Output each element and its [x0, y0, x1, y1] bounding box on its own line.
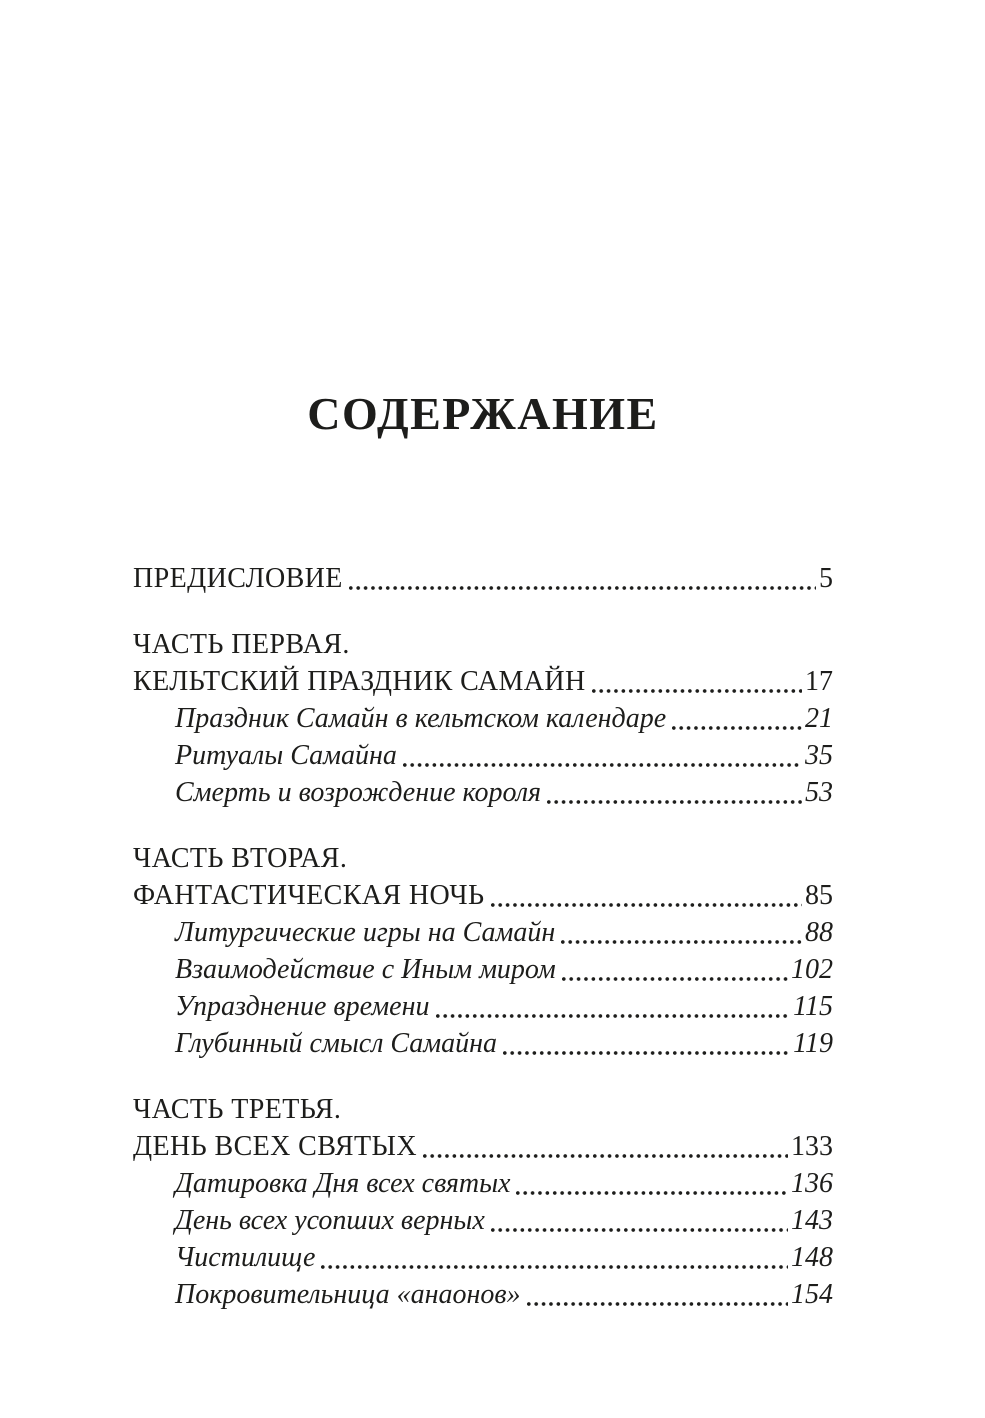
toc-part-title: ФАНТАСТИЧЕСКАЯ НОЧЬ — [133, 879, 485, 911]
page-title: СОДЕРЖАНИЕ — [307, 387, 659, 439]
toc-part-3-label-row — [133, 1091, 833, 1128]
toc-part-3-title-row — [133, 1128, 833, 1165]
toc-entry-page-number: 53 — [805, 776, 833, 808]
toc-subsection-label: Чистилище — [175, 1241, 316, 1273]
toc-entry-page-number: 143 — [791, 1204, 833, 1236]
dot-leader — [321, 1265, 788, 1269]
toc-subsection-label: Взаимодействие с Иным миром — [175, 953, 556, 985]
toc-subsection-label: Глубинный смысл Самайна — [175, 1027, 498, 1059]
dot-leader — [491, 1228, 788, 1232]
toc-subsection — [133, 1025, 833, 1062]
toc-subsection-label: Смерть и возрождение короля — [175, 776, 542, 808]
toc-part-title: ДЕНЬ ВСЕХ СВЯТЫХ — [133, 1130, 417, 1162]
toc-subsection — [133, 1165, 833, 1202]
dot-leader — [423, 1154, 788, 1158]
dot-leader — [491, 903, 802, 907]
dot-leader — [561, 940, 802, 944]
toc-entry-page-number: 5 — [819, 562, 833, 594]
toc-entry-page-number: 35 — [805, 739, 833, 771]
toc-entry-page-number: 154 — [791, 1278, 833, 1310]
dot-leader — [349, 586, 816, 590]
toc-subsection-label: Литургические игры на Самайн — [175, 916, 556, 948]
dot-leader — [436, 1014, 791, 1018]
toc-subsection — [133, 951, 833, 988]
dot-leader — [592, 689, 802, 693]
toc-subsection-label: Покровительница «анаонов» — [175, 1278, 521, 1310]
toc-entry-page-number: 136 — [791, 1167, 833, 1199]
toc-part-label: ЧАСТЬ ПЕРВАЯ. — [133, 628, 350, 660]
toc-part-1 — [133, 626, 833, 811]
dot-leader — [403, 763, 802, 767]
toc-part-2-title-row — [133, 877, 833, 914]
toc-subsection — [133, 774, 833, 811]
toc-entry-page-number: 21 — [805, 702, 833, 734]
toc-subsection — [133, 914, 833, 951]
toc-subsection — [133, 700, 833, 737]
toc-subsection-label: Ритуалы Самайна — [175, 739, 397, 771]
toc-entry-label: ПРЕДИСЛОВИЕ — [133, 562, 343, 594]
toc-subsection-label: Упразднение времени — [175, 990, 430, 1022]
toc-entry-page-number: 17 — [805, 665, 833, 697]
toc-subsection — [133, 737, 833, 774]
toc-entry-page-number: 148 — [791, 1241, 833, 1273]
toc-entry-page-number: 85 — [805, 879, 833, 911]
toc-subsection-label: День всех усопших верных — [175, 1204, 485, 1236]
dot-leader — [527, 1302, 788, 1306]
toc-part-1-label-row — [133, 626, 833, 663]
toc-entry-page-number: 119 — [793, 1027, 833, 1059]
toc-entry-preface — [133, 560, 833, 597]
toc-entry-page-number: 88 — [805, 916, 833, 948]
toc-part-2-label-row — [133, 840, 833, 877]
toc-subsection — [133, 1276, 833, 1313]
dot-leader — [562, 977, 788, 981]
toc-part-3 — [133, 1091, 833, 1313]
toc-subsection — [133, 1202, 833, 1239]
dot-leader — [503, 1051, 790, 1055]
toc-subsection-label: Праздник Самайн в кельтском календаре — [175, 702, 667, 734]
toc-part-2 — [133, 840, 833, 1062]
toc-entry-page-number: 102 — [791, 953, 833, 985]
toc-entry-page-number: 133 — [791, 1130, 833, 1162]
dot-leader — [672, 726, 802, 730]
toc-subsection — [133, 1239, 833, 1276]
toc-part-label: ЧАСТЬ ВТОРАЯ. — [133, 842, 348, 874]
toc-subsection — [133, 988, 833, 1025]
toc-part-title: КЕЛЬТСКИЙ ПРАЗДНИК САМАЙН — [133, 665, 586, 697]
dot-leader — [547, 800, 802, 804]
toc-part-label: ЧАСТЬ ТРЕТЬЯ. — [133, 1093, 342, 1125]
toc-subsection-label: Датировка Дня всех святых — [175, 1167, 511, 1199]
toc-part-1-title-row — [133, 663, 833, 700]
toc-entry-page-number: 115 — [793, 990, 833, 1022]
table-of-contents — [133, 560, 833, 1313]
dot-leader — [516, 1191, 788, 1195]
